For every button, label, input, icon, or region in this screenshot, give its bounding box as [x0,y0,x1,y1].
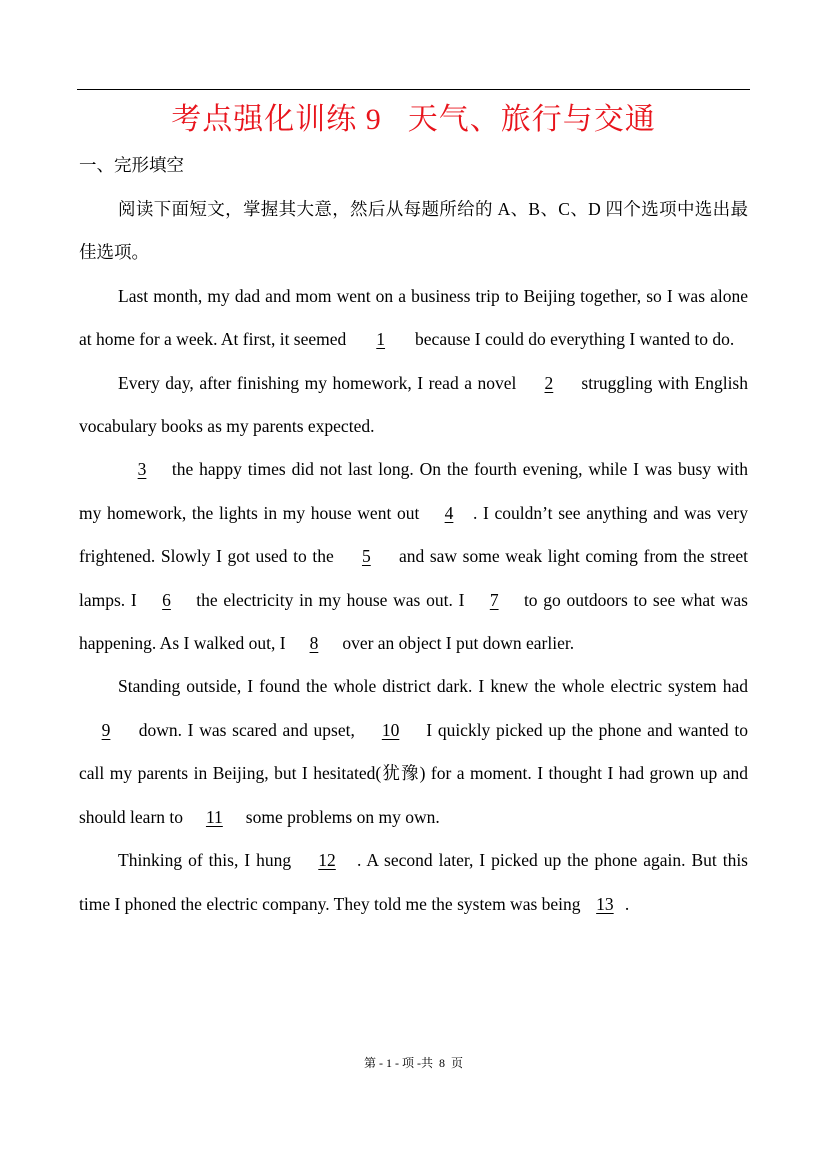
blank-4: 4 [444,502,454,523]
blank-3: 3 [137,459,147,480]
blank-10: 10 [381,719,400,740]
blank-2: 2 [544,372,554,393]
blank-9: 9 [101,719,111,740]
blank-7: 7 [489,589,499,610]
section-heading: 一、完形填空 [79,155,184,175]
page-footer: 第 - 1 - 项 -共 8 页 [364,1056,463,1070]
title-part-1: 考点强化训练 9 [171,103,382,136]
blank-6: 6 [162,589,171,610]
passage-paragraph-5 [79,839,748,926]
header-rule [77,89,750,90]
text-span: the happy times did not last long. On the fourth evening, while I was busy with my homework, the lights in my house went out [79,459,748,523]
instruction-paragraph: 阅读下面短文，掌握其大意，然后从每题所给的 A、B、C、D 四个选项中选出最佳选项。 [79,199,748,263]
blank-11: 11 [205,806,223,827]
passage-paragraph-2 [79,362,748,449]
passage-paragraph-1 [79,275,748,362]
passage-paragraph-4 [79,665,748,839]
text-span: because I could do everything I wanted to do. [410,329,735,350]
text-span: Thinking of this, I hung [118,850,298,871]
text-span: down. I was scared and upset, [133,719,361,740]
text-span: I quickly picked up the phone and wanted to call my parents in Beijing, but I hesitated(犹豫) for a moment. I thought I had grown up and should learn to [79,719,748,827]
blank-5: 5 [361,546,371,567]
passage-body [79,188,748,926]
text-span: to go outdoors to see what was happening. As I walked out, I [79,589,748,654]
title-part-2: 天气、旅行与交通 [407,103,656,136]
text-span: and saw some weak light coming from the street lamps. I [79,546,748,610]
text-span: . I couldn’t see anything and was very frightened. Slowly I got used to the [79,502,748,567]
page-title [0,100,827,140]
blank-13: 13 [596,893,614,914]
text-span: struggling with English vocabulary books as my parents expected. [79,372,748,437]
text-span: . [624,893,630,914]
passage-paragraph-3 [79,448,748,665]
text-span: Last month, my dad and mom went on a business trip to Beijing together, so I was alone at home for a week. At first, it seemed [79,285,748,350]
text-span: some problems on my own. [241,806,440,827]
blank-8: 8 [309,633,319,654]
blank-1: 1 [376,329,386,350]
text-span: Standing outside, I found the whole district dark. I knew the whole electric system had [118,676,748,697]
blank-12: 12 [318,850,336,871]
text-span: Every day, after finishing my homework, I read a novel [118,372,522,393]
text-span: . A second later, I picked up the phone again. But this time I phoned the electric company. They told me the system was being [79,850,748,914]
text-span: the electricity in my house was out. I [190,589,471,610]
text-span: over an object I put down earlier. [337,633,575,654]
